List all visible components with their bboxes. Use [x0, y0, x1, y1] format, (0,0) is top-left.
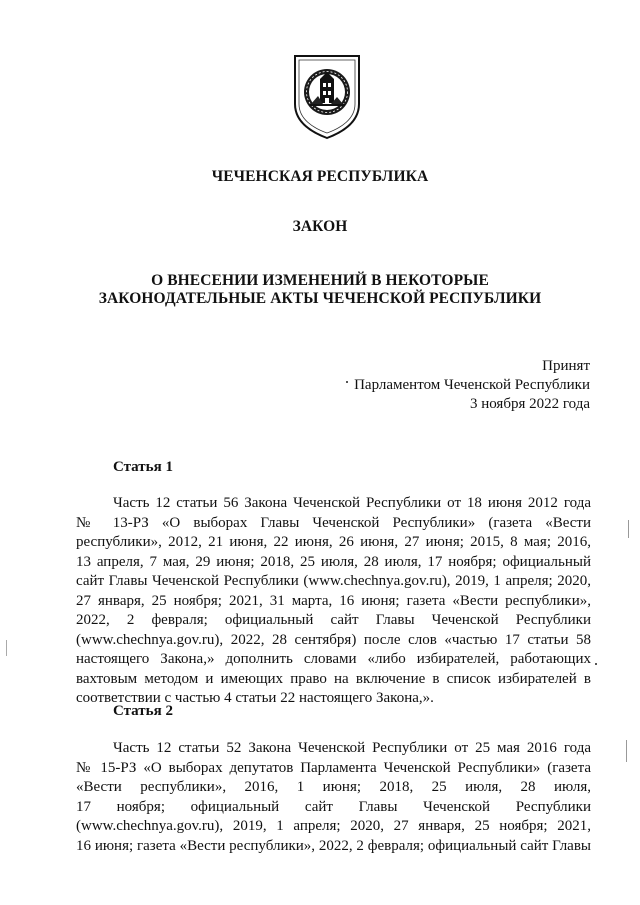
law-title: [0, 272, 640, 308]
article-text-line: 27 января, 25 ноября; 2021, 31 марта, 16 июня; газета «Вести республики»,: [76, 592, 591, 609]
coat-of-arms-emblem: [287, 52, 367, 140]
article-text-line: Часть 12 статьи 52 Закона Чеченской Республики от 25 мая 2016 года: [113, 740, 591, 756]
article-text-line: (www.chechnya.gov.ru), 2019, 1 апреля; 2020, 27 января, 25 ноября; 2021,: [76, 818, 591, 834]
article-text-line: 13 апреля, 7 мая, 29 июня; 2018, 25 июля, 28 июля, 17 ноября; официальный: [76, 553, 591, 570]
article-text-line: № 13-РЗ «О выборах Главы Чеченской Республики» (газета «Вести: [76, 514, 591, 531]
scan-speck: [628, 520, 629, 538]
article-text-line: (www.chechnya.gov.ru), 2022, 28 сентября) после слов «частью 17 статьи 58: [76, 631, 591, 648]
scan-speck: [626, 740, 627, 762]
scan-speck: [346, 381, 348, 383]
article-1-heading: Статья 1: [113, 459, 173, 475]
article-1-text: [76, 494, 591, 709]
adoption-body: Парламентом Чеченской Республики: [354, 377, 590, 393]
article-text-line: Часть 12 статьи 56 Закона Чеченской Республики от 18 июня 2012 года: [113, 495, 591, 511]
article-text-line: 2022, 2 февраля; официальный сайт Главы Чеченской Республики: [76, 612, 591, 628]
scan-speck: [6, 640, 7, 656]
document-type-heading: ЗАКОН: [292, 218, 348, 235]
adoption-block: [354, 357, 590, 414]
article-text-line: сайт Главы Чеченской Республики (www.chechnya.gov.ru), 2019, 1 апреля; 2020,: [76, 573, 591, 589]
article-text-line: республики», 2012, 21 июня, 22 июня, 26 июня, 27 июня; 2015, 8 мая; 2016,: [76, 534, 591, 550]
law-title-line-2: ЗАКОНОДАТЕЛЬНЫЕ АКТЫ ЧЕЧЕНСКОЙ РЕСПУБЛИКИ: [98, 290, 542, 307]
article-text-line: «Вести республики», 2016, 1 июня; 2018, 25 июля, 28 июля,: [76, 779, 591, 795]
article-2-text: [76, 739, 591, 856]
article-text-line: № 15-РЗ «О выборах депутатов Парламента Чеченской Республики» (газета: [76, 759, 591, 776]
article-text-line: 16 июня; газета «Вести республики», 2022, 2 февраля; официальный сайт Главы: [76, 837, 591, 854]
article-text-line: вахтовым методом и имеющих право на включение в список избирателей в: [76, 670, 591, 687]
article-2-heading: Статья 2: [113, 703, 173, 719]
article-text-line: соответствии с частью 4 статьи 22 настоящего Закона,».: [76, 690, 434, 706]
law-title-line-1: О ВНЕСЕНИИ ИЗМЕНЕНИЙ В НЕКОТОРЫЕ: [151, 272, 489, 289]
article-text-line: настоящего Закона,» дополнить словами «либо избирателей, работающих: [76, 651, 591, 667]
article-text-line: 17 ноября; официальный сайт Главы Чеченской Республики: [76, 798, 591, 815]
republic-heading: ЧЕЧЕНСКАЯ РЕСПУБЛИКА: [211, 168, 429, 185]
adoption-status: Принят: [542, 358, 590, 374]
scan-speck: [595, 663, 597, 665]
adoption-date: 3 ноября 2022 года: [469, 396, 590, 412]
